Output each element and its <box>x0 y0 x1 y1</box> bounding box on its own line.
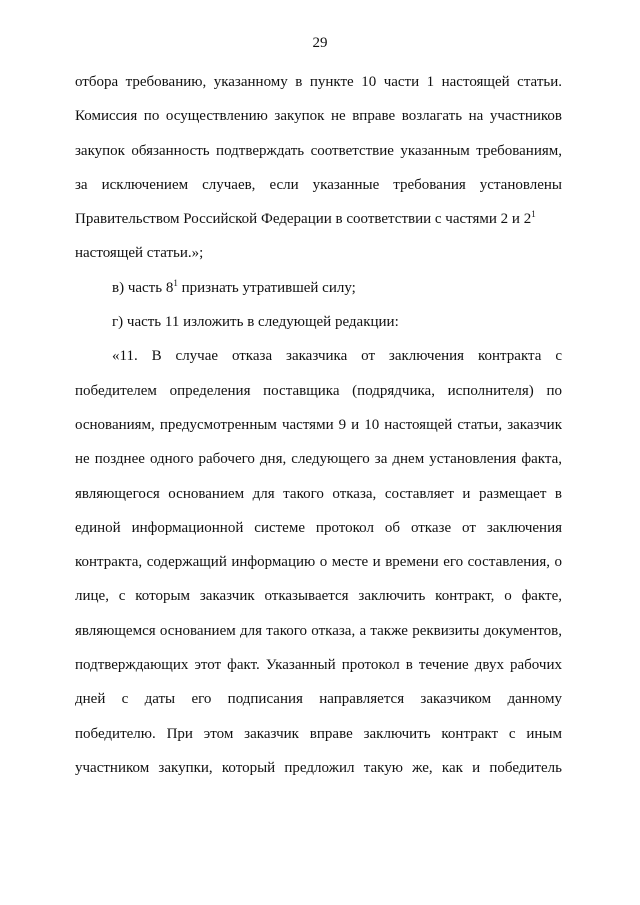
text-line: победителю. При этом заказчик вправе заключить контракт с иным <box>75 725 562 742</box>
text-line: подтверждающих этот факт. Указанный протокол в течение двух рабочих <box>75 657 562 674</box>
text-line: единой информационной системе протокол об отказе от заключения <box>75 519 562 536</box>
text-line: контракта, содержащий информацию о месте и времени его составления, о <box>75 554 562 571</box>
text-line: закупок обязанность подтверждать соответствие указанным требованиям, <box>75 142 562 159</box>
text-fragment: Правительством Российской Федерации в соответствии с частями 2 и 2 <box>75 211 532 228</box>
text-fragment: в) часть 8 <box>112 279 174 296</box>
page-number: 29 <box>312 35 328 51</box>
text-line: участником закупки, который предложил такую же, как и победитель <box>75 759 562 776</box>
superscript: 1 <box>531 209 536 220</box>
text-line: настоящей статьи.»; <box>75 245 204 262</box>
text-line: победителем определения поставщика (подрядчика, исполнителя) по <box>75 382 562 399</box>
text-line <box>75 209 562 243</box>
text-line: «11. В случае отказа заказчика от заключения контракта с <box>112 348 562 365</box>
document-body <box>75 72 562 792</box>
text-line: основаниям, предусмотренным частями 9 и 10 настоящей статьи, заказчик <box>75 416 562 433</box>
text-line: являющемся основанием для такого отказа, а также реквизиты документов, <box>75 622 562 639</box>
text-line <box>75 278 562 312</box>
text-line: Комиссия по осуществлению закупок не вправе возлагать на участников <box>75 108 562 125</box>
text-line: г) часть 11 изложить в следующей редакции: <box>112 314 399 331</box>
text-line: не позднее одного рабочего дня, следующего за днем установления факта, <box>75 451 562 468</box>
text-line: дней с даты его подписания направляется заказчиком данному <box>75 691 562 708</box>
text-fragment: признать утратившей силу; <box>177 279 356 296</box>
superscript: 1 <box>173 277 178 288</box>
text-line: отбора требованию, указанному в пункте 10 части 1 настоящей статьи. <box>75 74 562 90</box>
text-line: являющегося основанием для такого отказа, составляет и размещает в <box>75 485 562 502</box>
text-line: лице, с которым заказчик отказывается заключить контракт, о факте, <box>75 588 562 605</box>
text-line: за исключением случаев, если указанные требования установлены <box>75 176 562 193</box>
